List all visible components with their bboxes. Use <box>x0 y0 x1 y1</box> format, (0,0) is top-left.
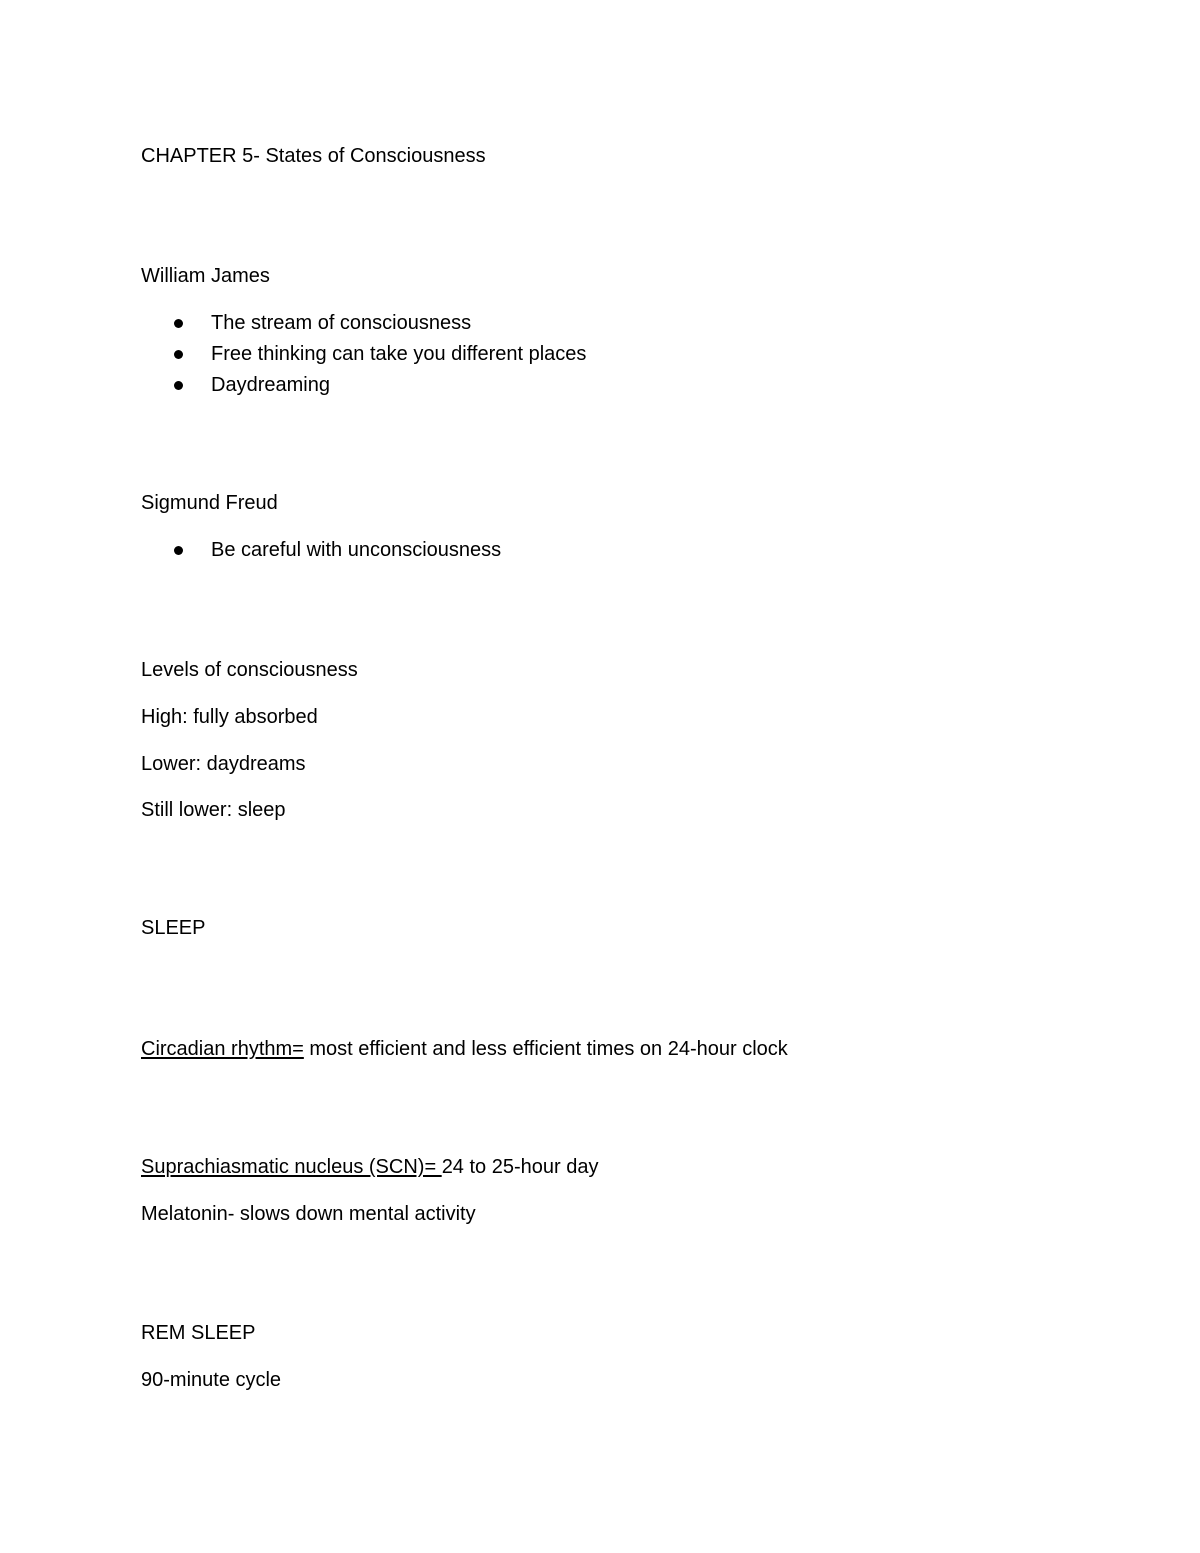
chapter-title: CHAPTER 5- States of Consciousness <box>141 145 486 167</box>
list-item-text: Daydreaming <box>211 374 330 396</box>
levels-item-lower: Lower: daydreams <box>141 753 306 775</box>
scn-term: Suprachiasmatic nucleus (SCN)= <box>141 1156 442 1178</box>
scn-line <box>141 1155 598 1179</box>
rem-cycle-line: 90-minute cycle <box>141 1369 282 1391</box>
bullet-icon <box>174 546 183 555</box>
melatonin-line: Melatonin- slows down mental activity <box>141 1203 476 1225</box>
list-item-text: Free thinking can take you different places <box>211 343 587 365</box>
circadian-rhythm-line <box>141 1037 788 1061</box>
bullet-icon <box>174 381 183 390</box>
list-item-text: The stream of consciousness <box>211 312 472 334</box>
william-james-heading: William James <box>141 265 270 287</box>
bullet-icon <box>174 319 183 328</box>
levels-item-high: High: fully absorbed <box>141 706 318 728</box>
rem-sleep-heading: REM SLEEP <box>141 1322 256 1344</box>
bullet-icon <box>174 350 183 359</box>
list-item-text: Be careful with unconsciousness <box>211 539 502 561</box>
circadian-rhythm-definition: most efficient and less efficient times on 24-hour clock <box>303 1038 788 1060</box>
sigmund-freud-heading: Sigmund Freud <box>141 492 278 514</box>
levels-item-still-lower: Still lower: sleep <box>141 799 286 821</box>
circadian-rhythm-term: Circadian rhythm= <box>141 1038 304 1060</box>
scn-definition: 24 to 25-hour day <box>441 1156 599 1178</box>
sleep-heading: SLEEP <box>141 917 206 939</box>
levels-heading: Levels of consciousness <box>141 659 358 681</box>
